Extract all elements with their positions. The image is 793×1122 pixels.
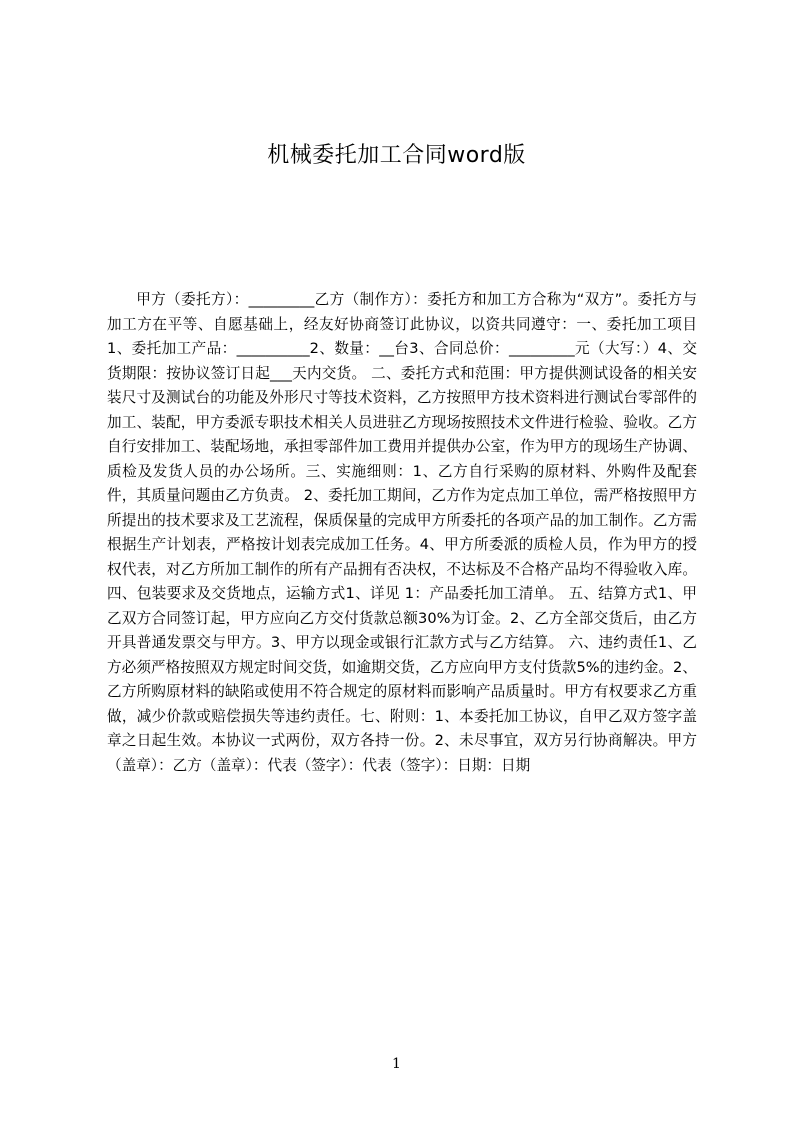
document-title: 机械委托加工合同word版 <box>267 143 526 168</box>
contract-body-text: 甲方（委托方）：_________乙方（制作方）：委托方和加工方合称为“双方”。委托方与加工方在平等、自愿基础上，经友好协商签订此协议，以资共同遵守：一、委托加工项目1、委托加工产品：__________2、数量：__台3、合同总价：_________元（大写：）4、交货期限：按协议签订日起___天内交货。 二、委托方式和范围：甲方提供测试设备的相关安装尺寸及测试台的功能及外形尺寸等技术资料，乙方按照甲方技术资料进行测试台零部件的加工、装配，甲方委派专职技术相关人员进驻乙方现场按照技术文件进行检验、验收。乙方自行安排加工、装配场地，承担零部件加工费用并提供办公室，作为甲方的现场生产协调、质检及发货人员的办公场所。三、实施细则：1、乙方自行采购的原材料、外购件及配套件，其质量问题由乙方负责。 2、委托加工期间，乙方作为定点加工单位，需严格按照甲方所提出的技术要求及工艺流程，保质保量的完成甲方所委托的各项产品的加工制作。乙方需根据生产计划表，严格按计划表完成加工任务。4、甲方所委派的质检人员，作为甲方的授权代表，对乙方所加工制作的所有产品拥有否决权，不达标及不合格产品均不得验收入库。四、包装要求及交货地点，运输方式1、详见 1：产品委托加工清单。 五、结算方式1、甲乙双方合同签订起，甲方应向乙方交付货款总额30%为订金。2、乙方全部交货后，由乙方开具普通发票交与甲方。3、甲方以现金或银行汇款方式与乙方结算。 六、违约责任1、乙方必须严格按照双方规定时间交货，如逾期交货，乙方应向甲方支付货款5%的违约金。2、乙方所购原材料的缺陷或使用不符合规定的原材料而影响产品质量时。甲方有权要求乙方重做，减少价款或赔偿损失等违约责任。七、附则：1、本委托加工协议，自甲乙双方签字盖章之日起生效。本协议一式两份，双方各持一份。2、未尽事宜，双方另行协商解决。甲方（盖章）：乙方（盖章）：代表（签字）：代表（签字）：日期：日期 <box>107 291 697 774</box>
page-number: 1 <box>392 1056 401 1072</box>
